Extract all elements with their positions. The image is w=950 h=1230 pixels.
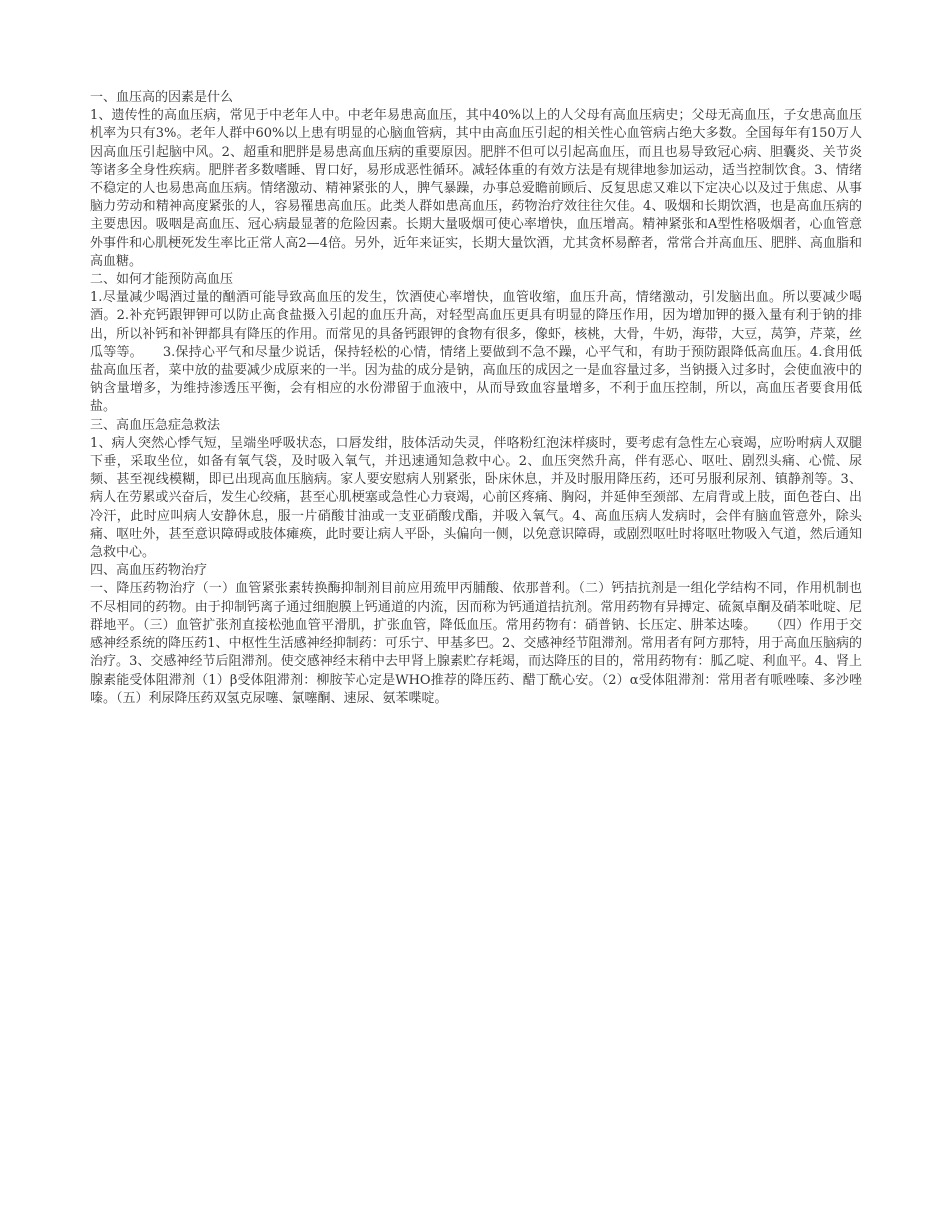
section-heading: 一、血压高的因素是什么	[90, 90, 234, 105]
section-prevention	[90, 271, 862, 417]
section-heading: 四、高血压药物治疗	[90, 563, 208, 579]
section-body: 1.尽量减少喝酒过量的酗酒可能导致高血压的发生，饮酒使心率增快，血管收缩，血压升高，情绪激动，引发脑出血。所以要减少喝酒。2.补充钙跟钾钾可以防止高食盐摄入引起的血压升高，对轻型高血压更具有明显的降压作用，因为增加钾的摄入量有利于钠的排出，所以补钙和补钾都具有降压的作用。而常见的具备钙跟钾的食物有很多，像虾，核桃，大骨，牛奶，海带，大豆，莴笋，芹菜，丝瓜等等。 3.保持心平气和尽量少说话，保持轻松的心情，情绪上要做到不急不躁，心平气和，有助于预防跟降低高血压。4.食用低盐高血压者，菜中放的盐要减少成原来的一半。因为盐的成分是钠，高血压的成因之一是血容量过多，当钠摄入过多时，会使血液中的钠含量增多，为维持渗透压平衡，会有相应的水份滞留于血液中，从而导致血容量增多，不利于血压控制，所以，高血压者要食用低盐。	[90, 290, 862, 415]
section-heading: 三、高血压急症急救法	[90, 417, 221, 433]
section-heading: 二、如何才能预防高血压	[90, 272, 234, 288]
document-page	[90, 89, 862, 708]
section-drug-treatment	[90, 562, 862, 708]
section-body: 1、病人突然心悸气短，呈端坐呼吸状态，口唇发绀，肢体活动失灵，伴咯粉红泡沫样痰时，要考虑有急性左心衰竭，应吩咐病人双腿下垂，采取坐位，如备有氧气袋，及时吸入氧气，并迅速通知急救中心。2、血压突然升高，伴有恶心、呕吐、剧烈头痛、心慌、尿频、甚至视线模糊，即已出现高血压脑病。家人要安慰病人别紧张，卧床休息，并及时服用降压药，还可另服利尿剂、镇静剂等。3、病人在劳累或兴奋后，发生心绞痛，甚至心肌梗塞或急性心力衰竭，心前区疼痛、胸闷，并延伸至颈部、左肩背或上肢，面色苍白、出冷汗，此时应叫病人安静休息，服一片硝酸甘油或一支亚硝酸戊酯，并吸入氧气。4、高血压病人发病时，会伴有脑血管意外，除头痛、呕吐外，甚至意识障碍或肢体瘫痪，此时要让病人平卧，头偏向一侧，以免意识障碍，或剧烈呕吐时将呕吐物吸入气道，然后通知急救中心。	[90, 435, 862, 561]
section-body: 1、遗传性的高血压病，常见于中老年人中。中老年易患高血压，其中40%以上的人父母有高血压病史；父母无高血压，子女患高血压机率为只有3%。老年人群中60%以上患有明显的心脑血管病，其中由高血压引起的相关性心血管病占绝大多数。全国每年有150万人因高血压引起脑中风。2、超重和肥胖是易患高血压病的重要原因。肥胖不但可以引起高血压，而且也易导致冠心病、胆囊炎、关节炎等诸多全身性疾病。肥胖者多数嗜睡、胃口好，易形成恶性循环。减轻体重的有效方法是有规律地参加运动，适当控制饮食。3、情绪不稳定的人也易患高血压病。情绪激动、精神紧张的人，脾气暴躁，办事总爱瞻前顾后、反复思虑又难以下定决心以及过于焦虑、从事脑力劳动和精神高度紧张的人，容易罹患高血压。此类人群如患高血压，药物治疗效往往欠佳。4、吸烟和长期饮酒，也是高血压病的主要患因。吸咽是高血压、冠心病最显著的危险因素。长期大量吸烟可使心率增快，血压增高。精神紧张和A型性格吸烟者，心血管意外事件和心肌梗死发生率比正常人高2—4倍。另外，近年来证实，长期大量饮酒，尤其贪杯易醉者，常常合并高血压、肥胖、高血脂和高血糖。	[90, 108, 862, 269]
section-body: 一、降压药物治疗（一）血管紧张素转换酶抑制剂目前应用巯甲丙脯酸、依那普利。（二）钙拮抗剂是一组化学结构不同，作用机制也不尽相同的药物。由于抑制钙离子通过细胞膜上钙通道的内流，因而称为钙通道拮抗剂。常用药物有异搏定、硫氮卓酮及硝苯吡啶、尼群地平。（三）血管扩张剂直接松弛血管平滑肌，扩张血管，降低血压。常用药物有：硝普钠、长压定、肼苯达嗪。 （四）作用于交感神经系统的降压药1、中枢性生活感神经抑制药：可乐宁、甲基多巴。2、交感神经节阻滞剂。常用者有阿方那特，用于高血压脑病的治疗。3、交感神经节后阻滞剂。使交感神经末稍中去甲肾上腺素贮存耗竭，而达降压的目的，常用药物有：胍乙啶、利血平。4、肾上腺素能受体阻滞剂（1）β受体阻滞剂：柳胺苄心定是WHO推荐的降压药、醋丁酰心安。（2）α受体阻滞剂：常用者有哌唑嗪、多沙唑嗪。（五）利尿降压药双氢克尿噻、氯噻酮、速尿、氨苯喋啶。	[90, 581, 862, 706]
section-causes	[90, 89, 862, 271]
section-emergency	[90, 417, 862, 563]
